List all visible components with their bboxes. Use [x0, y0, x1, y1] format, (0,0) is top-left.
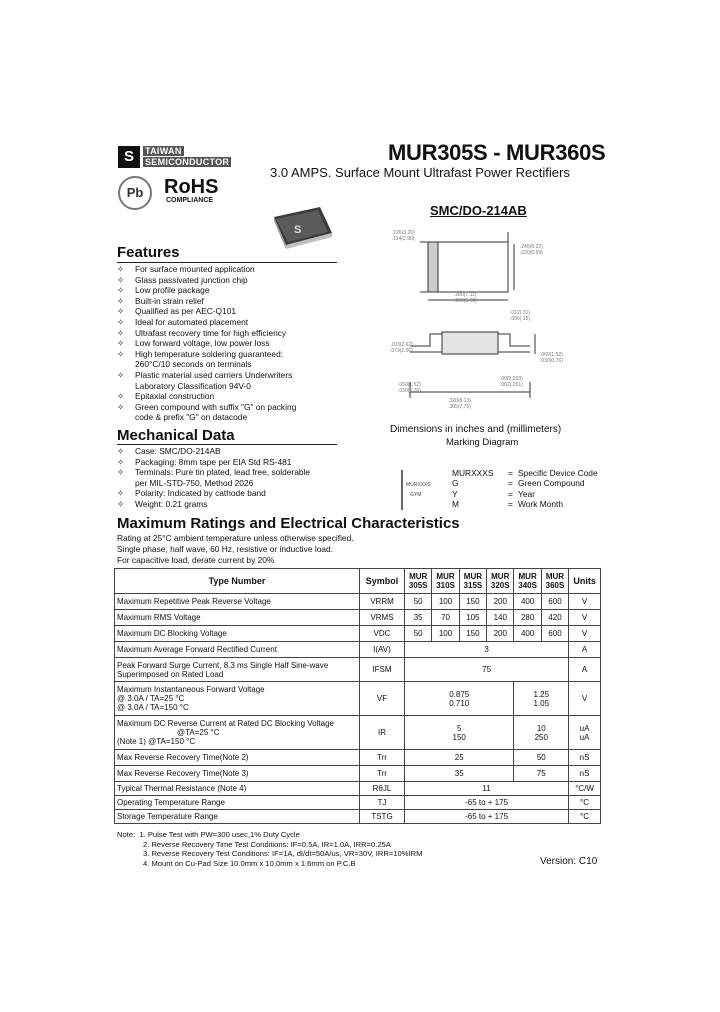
list-item: ✧ Glass passivated junction chip: [117, 274, 248, 285]
table-row: Maximum RMS Voltage VRMS 35 70 105 140 280 420 V: [115, 610, 601, 626]
svg-text:.280(7.11): .280(7.11): [454, 292, 477, 298]
table-row: Max Reverse Recovery Time(Note 2) Trr 25 50 nS: [115, 750, 601, 766]
svg-text:S: S: [294, 224, 302, 236]
svg-text:.008(.203): .008(.203): [500, 376, 523, 382]
notes-label: Note:: [117, 830, 136, 839]
rating-conditions: Rating at 25°C ambient temperature unless otherwise specified. Single phase, half wave, 60 Hz, resistive or inductive load. For capacitive load, derate current by 20%: [117, 533, 354, 565]
marking-code: G: [452, 478, 459, 489]
table-row: Peak Forward Surge Current, 8.3 ms Single Half Sine-wave Superimposed on Rated Load IFSM 75 A: [115, 658, 601, 682]
svg-text:.260(6.60): .260(6.60): [454, 298, 477, 304]
list-item: ✧ Case: SMC/DO-214AB: [117, 446, 221, 456]
table-row: Operating Temperature Range TJ -65 to + 175 °C: [115, 796, 601, 810]
company-name-line1: TAIWAN: [145, 146, 182, 156]
marking-diagram-caption: Marking Diagram: [446, 437, 519, 448]
svg-text:.002(.051): .002(.051): [500, 382, 523, 388]
svg-text:.245(6.22): .245(6.22): [520, 244, 543, 250]
list-item: ✧ Epitaxial construction: [117, 391, 215, 402]
lead-free-pb-icon: Pb: [118, 176, 152, 210]
table-row: Maximum Repetitive Peak Reverse Voltage VRRM 50 100 150 200 400 600 V: [115, 594, 601, 610]
marking-codes: [452, 468, 493, 510]
list-item: ✧ Weight: 0.21 grams: [117, 498, 208, 509]
product-subtitle: 3.0 AMPS. Surface Mount Ultrafast Power Rectifiers: [270, 165, 570, 180]
svg-text:.220(5.59): .220(5.59): [520, 250, 543, 256]
company-name-line2: SEMICONDUCTOR: [145, 157, 230, 167]
list-item: ✧ High temperature soldering guaranteed:: [117, 348, 284, 359]
marking-descriptions: [518, 468, 598, 510]
list-item: ✧ Plastic material used carriers Underwriters: [117, 369, 293, 380]
marking-code: M: [452, 499, 459, 510]
svg-text:.103(2.62): .103(2.62): [390, 342, 413, 348]
list-item: ✧ Qualified as per AEC-Q101: [117, 306, 237, 317]
svg-text:.114(2.90): .114(2.90): [392, 236, 415, 242]
features-heading: Features: [117, 244, 180, 261]
svg-text:.030(0.76): .030(0.76): [398, 388, 421, 394]
marking-desc: Work Month: [518, 499, 563, 510]
version-label: Version: C10: [540, 856, 598, 867]
marking-equals: = = = =: [508, 468, 513, 510]
marking-desc: Specific Device Code: [518, 468, 598, 478]
mechanical-heading: Mechanical Data: [117, 427, 235, 444]
svg-text:.320(8.13): .320(8.13): [448, 398, 471, 404]
table-row: Maximum Average Forward Rectified Current I(AV) 3 A: [115, 642, 601, 658]
list-item: per MIL-STD-750, Method 2026: [135, 477, 254, 488]
list-item: ✧ Low forward voltage, low power loss: [117, 338, 270, 349]
notes-block: Note: 1. Pulse Test with PW=300 usec,1% Duty Cycle 2. Reverse Recovery Time Test Conditions: IF=0.5A, IR=1.0A, IRR=0.25A 3. Reverse Recovery Test Conditions: IF=1A, dI/dt=50A/us, VR=30V, IRR=10%IRM 4. Mount on Cu-Pad Size 10.0mm x 10.0mm x 1.6mm on P.C.B: [117, 830, 423, 868]
svg-text:.012(.31): .012(.31): [510, 310, 531, 316]
table-row: Maximum DC Blocking Voltage VDC 50 100 150 200 400 600 V: [115, 626, 601, 642]
mechanical-rule: [117, 444, 337, 445]
svg-text:MURXXXS: MURXXXS: [406, 482, 431, 488]
package-title: SMC/DO-214AB: [430, 203, 527, 218]
marking-desc: Year: [518, 488, 535, 499]
dimensions-caption: Dimensions in inches and (millimeters): [390, 424, 562, 435]
part-number-title: MUR305S - MUR360S: [388, 140, 606, 165]
list-item: ✧ Ultrafast recovery time for high efficiency: [117, 327, 287, 338]
company-logo-mark: S: [118, 146, 140, 168]
list-item: ✧ Terminals: Pure tin plated, lead free, solderable: [117, 467, 311, 478]
table-row: Maximum Instantaneous Forward Voltage @ 3.0A / TA=25 °C @ 3.0A / TA=150 °C VF 0.875 0.710 1.25 1.05 V: [115, 682, 601, 716]
marking-diagram-image: [398, 468, 442, 512]
svg-text:GYM: GYM: [410, 492, 422, 498]
marking-code: MURXXXS: [452, 468, 494, 478]
marking-desc: Green Compound: [518, 478, 585, 489]
list-item: ✧ Low profile package: [117, 285, 210, 296]
mechanical-list: [117, 446, 310, 510]
features-rule: [117, 262, 337, 263]
svg-text:.060(1.52): .060(1.52): [540, 352, 563, 358]
svg-text:.006(.15): .006(.15): [510, 316, 531, 322]
list-item: 260°C/10 seconds on terminals: [135, 359, 252, 370]
rohs-label: RoHS: [164, 176, 219, 198]
component-image: [266, 203, 338, 251]
list-item: code & prefix "G" on datacode: [135, 412, 248, 423]
table-header-row: Type Number Symbol MUR 305S MUR 310S MUR 315S MUR 320S MUR 340S MUR 360S Units: [115, 569, 601, 594]
list-item: ✧ Green compound with suffix "G" on packing: [117, 401, 297, 412]
table-row: Max Reverse Recovery Time(Note 3) Trr 35 75 nS: [115, 766, 601, 782]
ratings-table: [114, 568, 601, 824]
table-row: Storage Temperature Range TSTG -65 to + 175 °C: [115, 810, 601, 824]
list-item: ✧ Polarity: Indicated by cathode band: [117, 488, 266, 499]
table-row: Typical Thermal Resistance (Note 4) RθJL 11 °C/W: [115, 782, 601, 796]
list-item: ✧ For surface mounted application: [117, 264, 255, 274]
list-item: ✧ Ideal for automated placement: [117, 316, 249, 327]
svg-text:.079(2.00): .079(2.00): [390, 348, 413, 354]
svg-text:.305(7.75): .305(7.75): [448, 404, 471, 410]
list-item: ✧ Packaging: 8mm tape per EIA Std RS-481: [117, 456, 292, 467]
table-row: Maximum DC Reverse Current at Rated DC Blocking Voltage @TA=25 °C (Note 1) @TA=150 °C IR 5 150 10 250 uA uA: [115, 716, 601, 750]
marking-code: Y: [452, 488, 458, 499]
list-item: ✧ Built-in strain relief: [117, 295, 204, 306]
package-outline-drawing: [390, 222, 570, 422]
list-item: Laboratory Classification 94V-0: [135, 380, 251, 391]
svg-text:.030(0.76): .030(0.76): [540, 358, 563, 364]
ratings-heading: Maximum Ratings and Electrical Characteristics: [117, 515, 460, 532]
features-list: [117, 264, 296, 423]
svg-text:.060(1.52): .060(1.52): [398, 382, 421, 388]
rohs-compliance-label: COMPLIANCE: [166, 197, 214, 204]
svg-text:.126(3.20): .126(3.20): [392, 230, 415, 236]
